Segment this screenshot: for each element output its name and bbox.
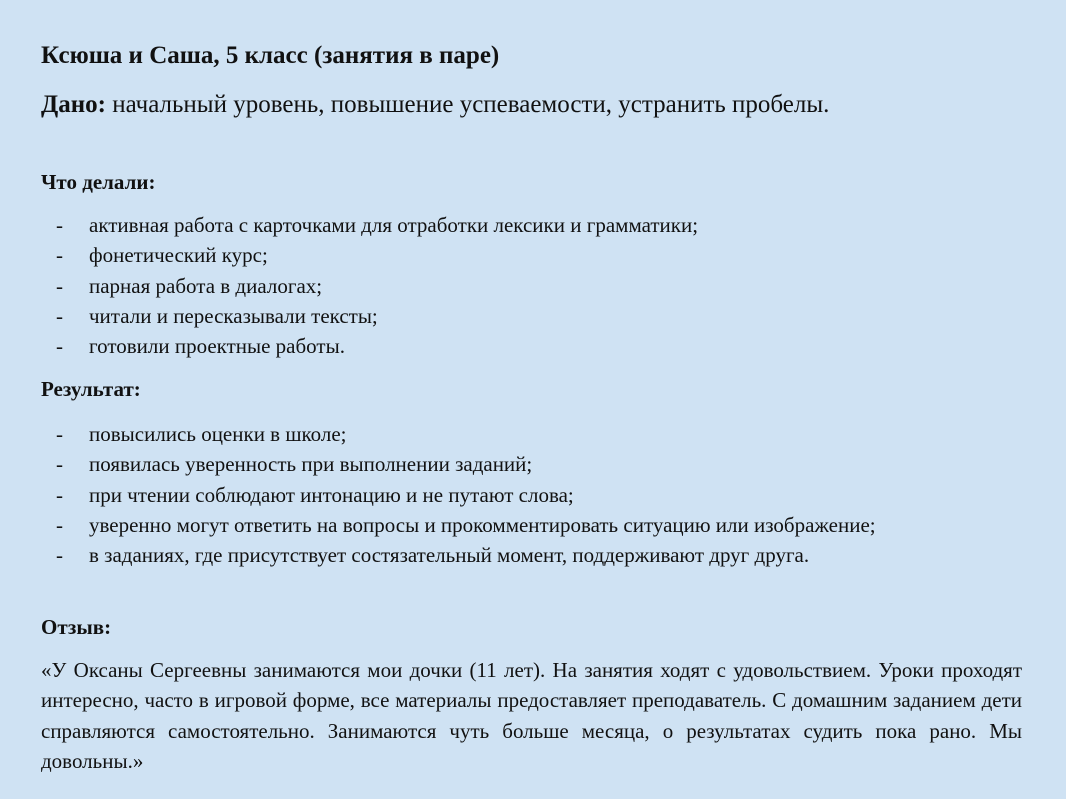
list-item xyxy=(41,510,1022,540)
given-text: начальный уровень, повышение успеваемости, устранить пробелы. xyxy=(105,91,830,118)
given-line xyxy=(41,88,829,122)
list-item xyxy=(41,449,1022,479)
list-item-text: парная работа в диалогах; xyxy=(89,273,323,298)
bullet-dash: - xyxy=(56,422,63,446)
list-item xyxy=(41,331,1022,361)
did-heading: Что делали: xyxy=(41,170,156,194)
list-item-text: уверенно могут ответить на вопросы и прокомментировать ситуацию или изображение; xyxy=(89,512,876,537)
bullet-dash: - xyxy=(56,512,63,537)
list-item xyxy=(41,480,1022,510)
bullet-dash: - xyxy=(56,303,63,328)
list-item-text: фонетический курс; xyxy=(89,243,268,268)
list-item xyxy=(41,271,1022,301)
list-item xyxy=(41,419,1022,449)
review-quote: «У Оксаны Сергеевны занимаются мои дочки (11 лет). На занятия ходят с удовольствием. Уроки проходят интересно, часто в игровой форме, все материалы предоставляет преподаватель. С домашним заданием дети справляются самостоятельно. Занимаются чуть больше месяца, о результатах судить пока рано. Мы довольны.» xyxy=(41,658,1022,773)
bullet-dash: - xyxy=(56,482,63,507)
list-item-text: появилась уверенность при выполнении заданий; xyxy=(89,452,533,477)
bullet-dash: - xyxy=(56,273,63,298)
list-item-text: активная работа с карточками для отработки лексики и грамматики; xyxy=(89,213,699,237)
list-item xyxy=(41,540,1022,570)
bullet-dash: - xyxy=(56,334,63,359)
bullet-dash: - xyxy=(56,452,63,477)
list-item-text: в заданиях, где присутствует состязательный момент, поддерживают друг друга. xyxy=(89,543,810,568)
bullet-dash: - xyxy=(56,543,63,568)
result-heading: Результат: xyxy=(41,377,141,401)
did-list xyxy=(41,210,1022,361)
bullet-dash: - xyxy=(56,213,63,237)
given-label: Дано: xyxy=(41,91,106,118)
review-heading: Отзыв: xyxy=(41,615,112,639)
list-item-text: повысились оценки в школе; xyxy=(89,422,347,446)
list-item-text: при чтении соблюдают интонацию и не путают слова; xyxy=(89,482,574,507)
page-title: Ксюша и Саша, 5 класс (занятия в паре) xyxy=(41,42,500,69)
list-item xyxy=(41,240,1022,270)
list-item-text: читали и пересказывали тексты; xyxy=(89,303,378,328)
list-item-text: готовили проектные работы. xyxy=(89,334,345,359)
result-list xyxy=(41,419,1022,570)
list-item xyxy=(41,301,1022,331)
bullet-dash: - xyxy=(56,243,63,268)
list-item xyxy=(41,210,1022,240)
